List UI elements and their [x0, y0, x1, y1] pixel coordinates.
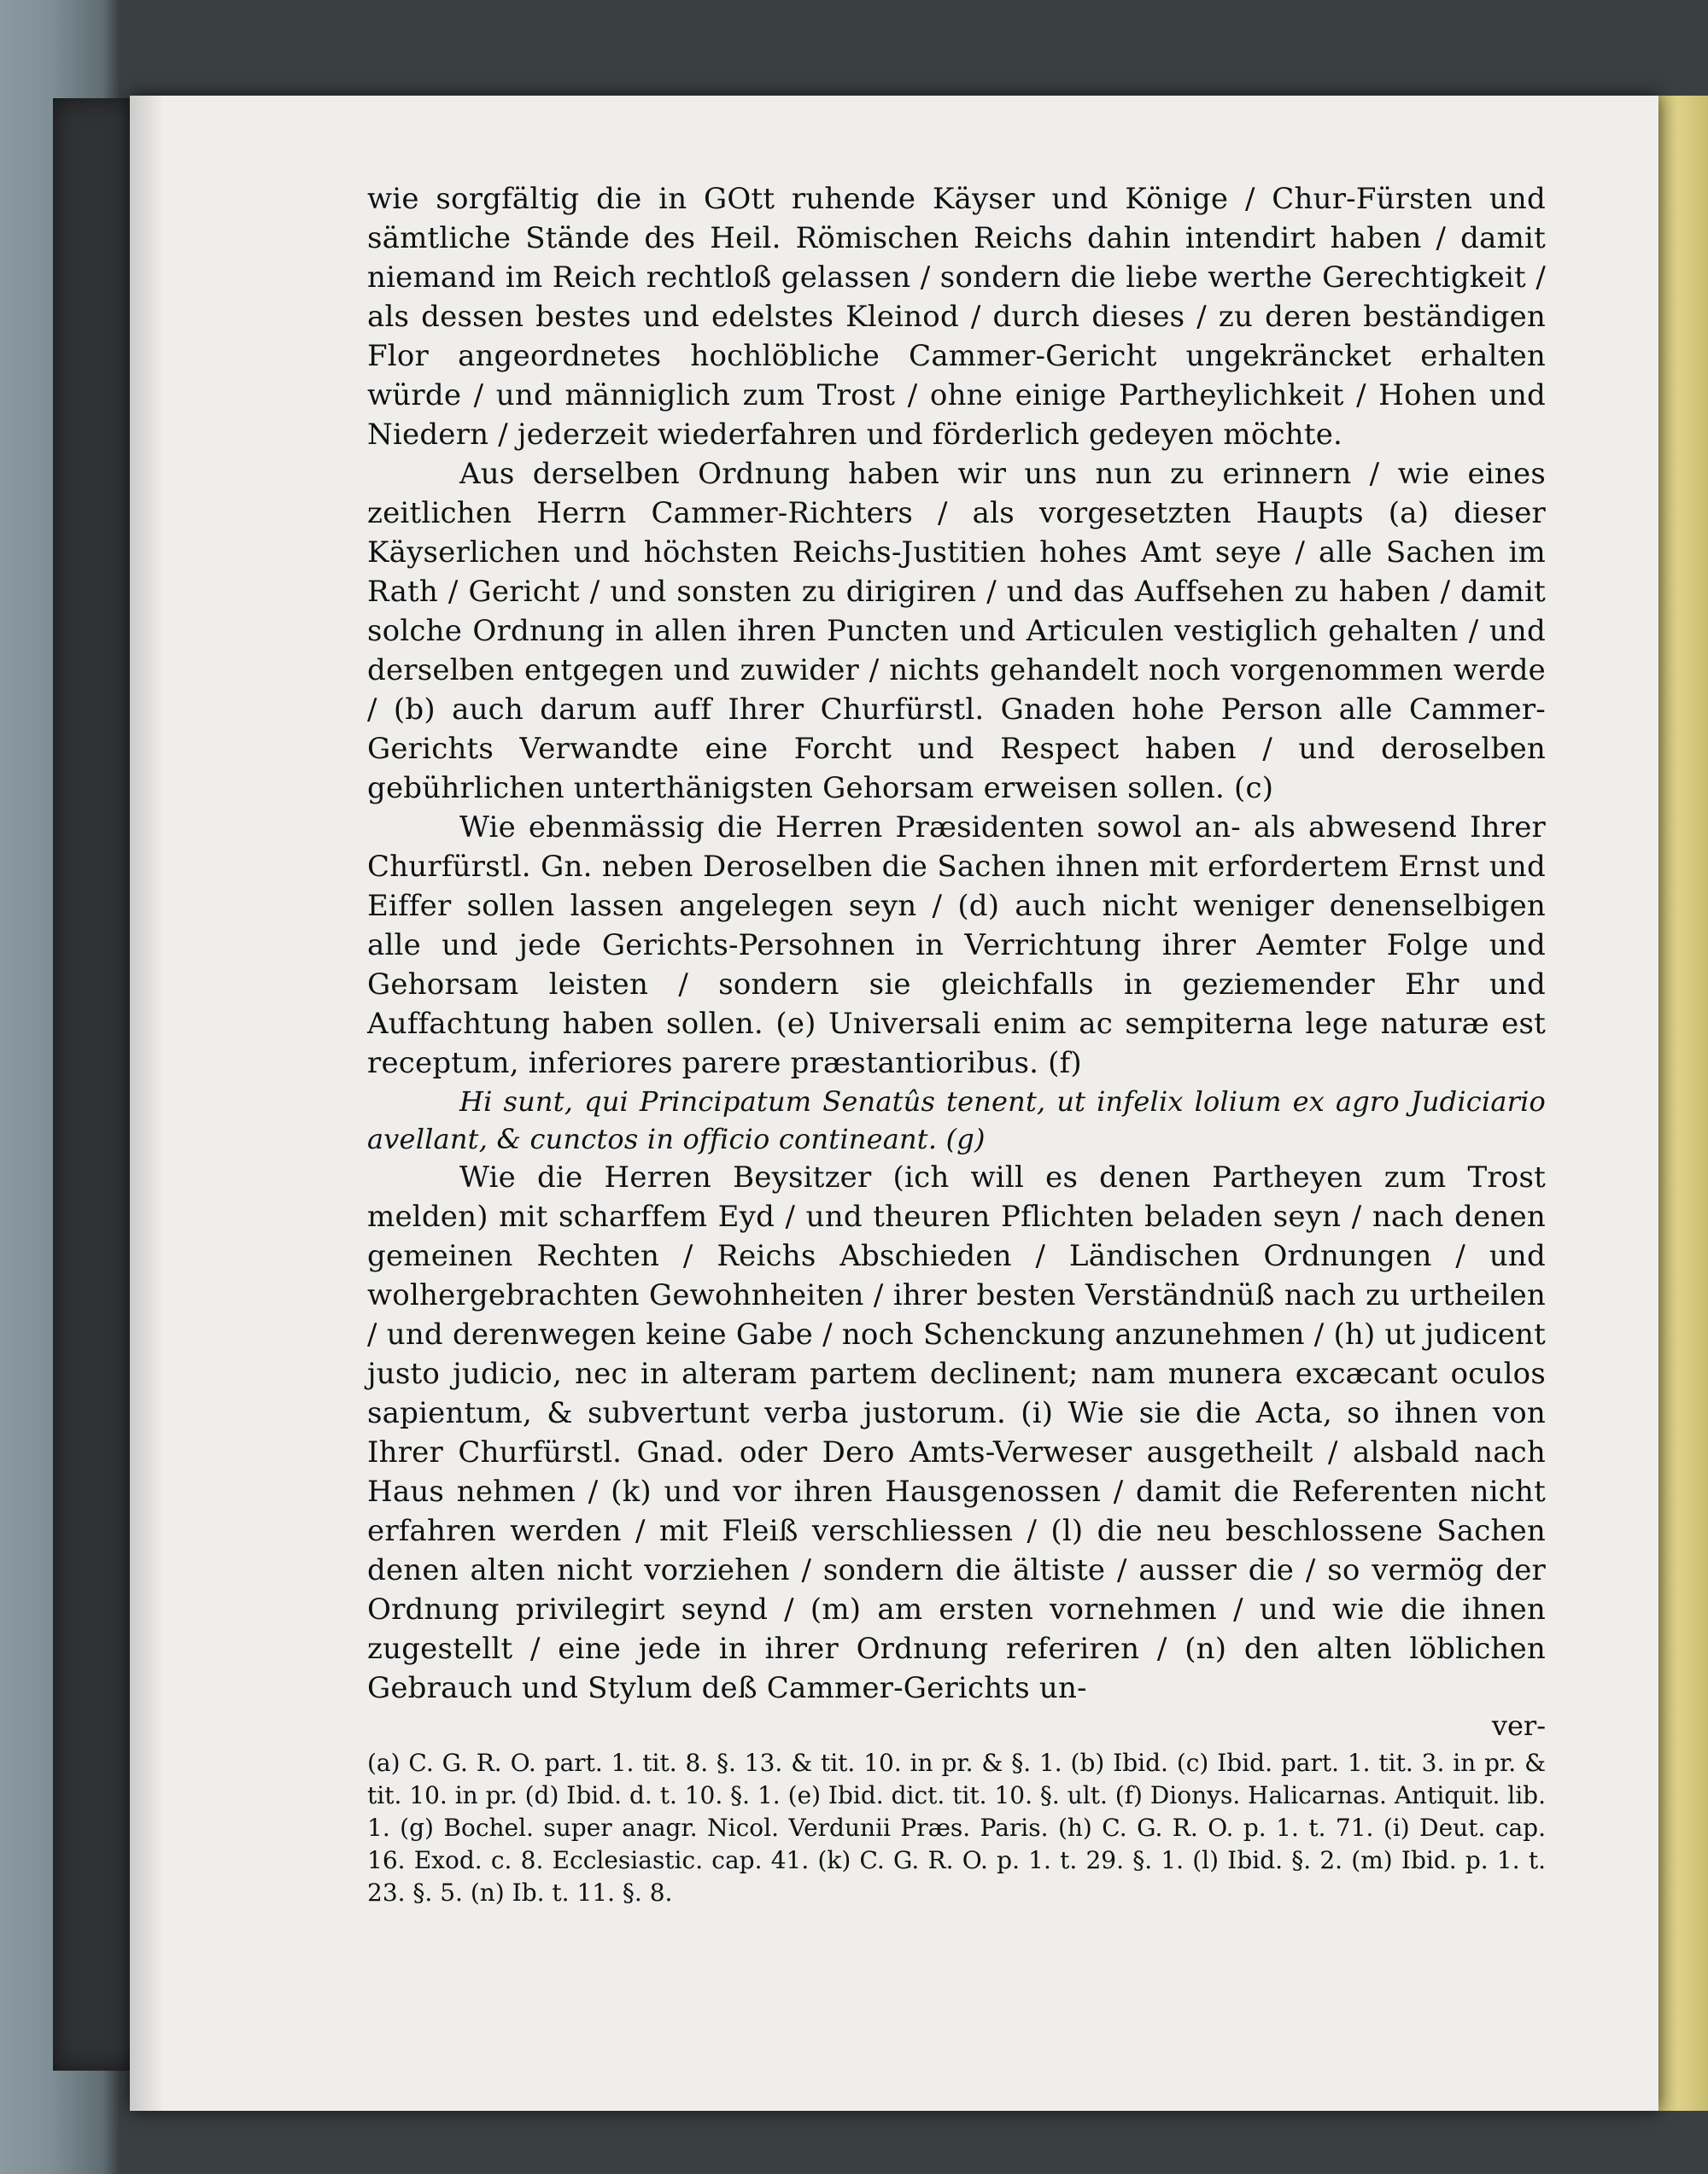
paragraph-5: Wie die Herren Beysitzer (ich will es denen Partheyen zum Trost melden) mit scharffem Eyd / und theuren Pflichten beladen seyn / nach denen gemeinen Rechten / Reichs Abschieden / Ländischen Ordnungen / und wolhergebrachten Gewohnheiten / ihrer besten Verständnüß nach zu urtheilen / und derenwegen keine Gabe / noch Schenckung anzunehmen / (h) ut judicent justo judicio, nec in alteram partem declinent; nam munera excæcant oculos sapientum, & subvertunt verba justorum. (i) Wie sie die Acta, so ihnen von Ihrer Churfürstl. Gnad. oder Dero Amts-Verweser ausgetheilt / alsbald nach Haus nehmen / (k) und vor ihren Hausgenossen / damit die Referenten nicht erfahren werden / mit Fleiß verschliessen / (l) die neu beschlossene Sachen denen alten nicht vorziehen / sondern die ältiste / ausser die / so vermög der Ordnung privilegirt seynd / (m) am ersten vornehmen / und wie die ihnen zugestellt / eine jede in ihrer Ordnung referiren / (n) den alten löblichen Gebrauch und Stylum deß Cammer-Gerichts un-: [367, 1160, 1546, 1705]
paragraph-4-latin: Hi sunt, qui Principatum Senatûs tenent, ut infelix lolium ex agro Judiciario avellant, & cunctos in officio contineant. (g): [367, 1085, 1546, 1155]
adjacent-page-edge: [1658, 96, 1708, 2111]
page-text-block: [367, 179, 1546, 1909]
paragraph-3: Wie ebenmässig die Herren Præsidenten sowol an- als abwesend Ihrer Churfürstl. Gn. neben Deroselben die Sachen ihnen mit erfordertem Ernst und Eiffer sollen lassen angelegen seyn / (d) auch nicht weniger denenselbigen alle und jede Gerichts-Persohnen in Verrichtung ihrer Aemter Folge und Gehorsam leisten / sondern sie gleichfalls in geziemender Ehr und Auffachtung haben sollen. (e) Universali enim ac sempiterna lege naturæ est receptum, inferiores parere præstantioribus. (f): [367, 810, 1546, 1080]
footnotes: (a) C. G. R. O. part. 1. tit. 8. §. 13. & tit. 10. in pr. & §. 1. (b) Ibid. (c) Ibid. part. 1. tit. 3. in pr. & tit. 10. in pr. (d) Ibid. d. t. 10. §. 1. (e) Ibid. dict. tit. 10. §. ult. (f) Dionys. Halicarnas. Antiquit. lib. 1. (g) Bochel. super anagr. Nicol. Verdunii Præs. Paris. (h) C. G. R. O. p. 1. t. 71. (i) Deut. cap. 16. Exod. c. 8. Ecclesiastic. cap. 41. (k) C. G. R. O. p. 1. t. 29. §. 1. (l) Ibid. §. 2. (m) Ibid. p. 1. t. 23. §. 5. (n) Ib. t. 11. §. 8.: [367, 1749, 1546, 1907]
catchword: ver-: [1491, 1709, 1546, 1742]
paragraph-1: wie sorgfältig die in GOtt ruhende Käyser und Könige / Chur-Fürsten und sämtliche Stände des Heil. Römischen Reichs dahin intendirt haben / damit niemand im Reich rechtloß gelassen / sondern die liebe werthe Gerechtigkeit / als dessen bestes und edelstes Kleinod / durch dieses / zu deren beständigen Flor angeordnetes hochlöbliche Cammer-Gericht ungekräncket erhalten würde / und männiglich zum Trost / ohne einige Partheylichkeit / Hohen und Niedern / jederzeit wiederfahren und förderlich gedeyen möchte.: [367, 182, 1546, 452]
paragraph-2: Aus derselben Ordnung haben wir uns nun zu erinnern / wie eines zeitlichen Herrn Cammer-Richters / als vorgesetzten Haupts (a) dieser Käyserlichen und höchsten Reichs-Justitien hohes Amt seye / alle Sachen im Rath / Gericht / und sonsten zu dirigiren / und das Auffsehen zu haben / damit solche Ordnung in allen ihren Puncten und Articulen vestiglich gehalten / und derselben entgegen und zuwider / nichts gehandelt noch vorgenommen werde / (b) auch darum auff Ihrer Churfürstl. Gnaden hohe Person alle Cammer-Gerichts Verwandte eine Forcht und Respect haben / und deroselben gebührlichen unterthänigsten Gehorsam erweisen sollen. (c): [367, 457, 1546, 805]
